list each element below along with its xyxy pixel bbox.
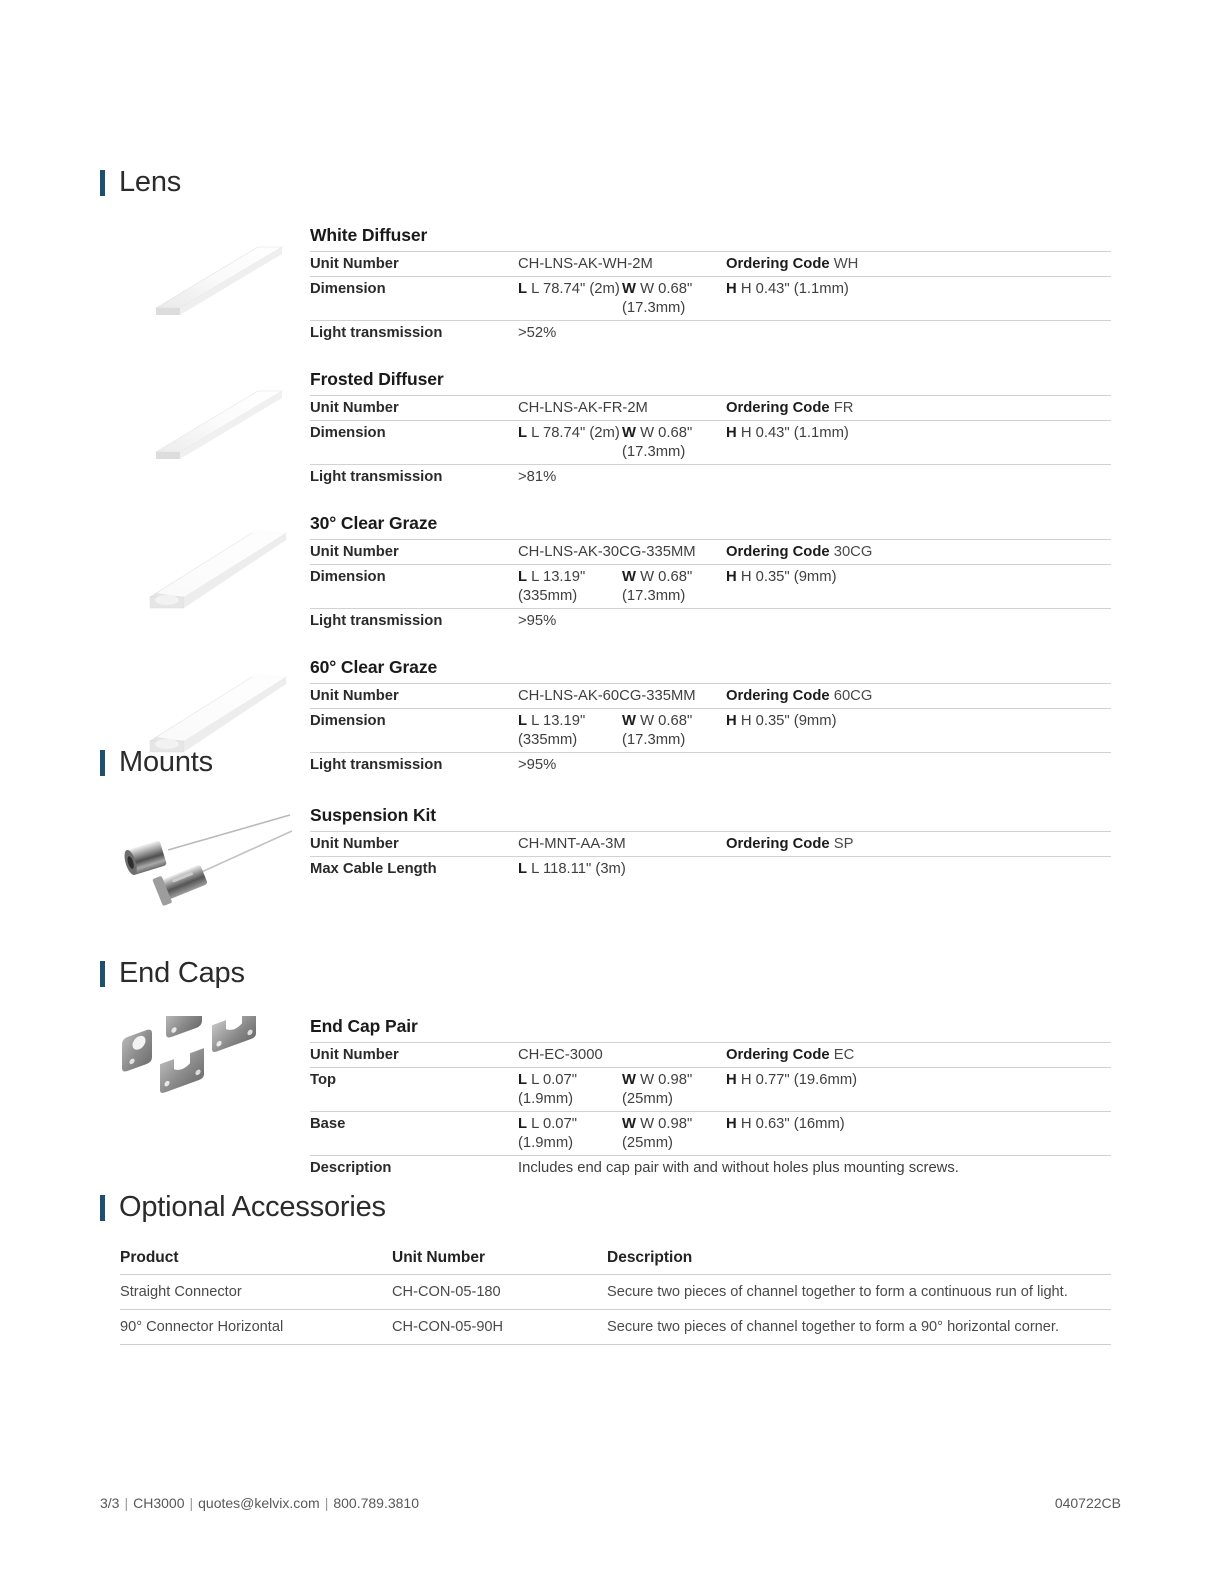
unit-number-value: CH-MNT-AA-3M — [518, 836, 626, 852]
product-name: Frosted Diffuser — [310, 368, 444, 389]
base-length: L L 0.07" (1.9mm) — [518, 1116, 578, 1151]
dimension-length: L L 13.19" (335mm) — [518, 569, 586, 604]
top-height-value: H 0.77" (19.6mm) — [740, 1072, 858, 1089]
top-height: H H 0.77" (19.6mm) — [726, 1072, 858, 1089]
dimension-length: L L 78.74" (2m) — [518, 425, 620, 442]
table-header-row — [120, 1249, 1111, 1275]
unit-number-value: CH-LNS-AK-30CG-335MM — [518, 543, 696, 560]
row-label: Light transmission — [310, 613, 443, 630]
accent-bar-icon — [100, 750, 105, 776]
ordering-code-cell — [726, 832, 1111, 857]
footer-model: CH3000 — [133, 1495, 185, 1511]
top-width-value: W 0.98" (25mm) — [622, 1072, 693, 1107]
width-value: W 0.68" (17.3mm) — [622, 281, 693, 316]
footer-separator: | — [189, 1495, 194, 1511]
dimension-width: W W 0.68" (17.3mm) — [622, 713, 693, 748]
ordering-code-value: FR — [833, 399, 854, 416]
width-value: W 0.68" (17.3mm) — [622, 713, 693, 748]
table-row — [310, 1156, 1111, 1181]
ordering-code-value: 30CG — [833, 543, 873, 560]
footer-email[interactable]: quotes@kelvix.com — [198, 1495, 320, 1511]
ordering-code-cell — [726, 252, 1111, 277]
description-value: Includes end cap pair with and without holes plus mounting screws. — [518, 1160, 959, 1177]
light-transmission-value: >52% — [518, 325, 557, 342]
row-label: Unit Number — [310, 256, 399, 272]
row-label: Dimension — [310, 425, 386, 442]
footer-page-number: 3/3 — [100, 1495, 120, 1511]
width-value: W 0.68" (17.3mm) — [622, 569, 693, 604]
top-width: W W 0.98" (25mm) — [622, 1072, 693, 1107]
section-mounts — [0, 748, 1221, 913]
dimension-length: L L 13.19" (335mm) — [518, 713, 586, 748]
table-row — [310, 277, 1111, 321]
table-row — [310, 321, 1111, 346]
ordering-code-cell — [726, 1043, 1111, 1068]
table-row — [310, 609, 1111, 634]
column-header-product: Product — [120, 1249, 392, 1275]
section-heading-end-caps — [100, 959, 1221, 988]
height-value: H 0.35" (9mm) — [740, 713, 837, 730]
table-row — [120, 1310, 1111, 1345]
section-end-caps — [0, 959, 1221, 1181]
ordering-code-label: Ordering Code — [726, 1047, 830, 1063]
accent-bar-icon — [100, 1195, 105, 1221]
product-name: White Diffuser — [310, 225, 428, 245]
clear-graze-lens-icon — [100, 513, 305, 621]
table-row — [310, 1043, 1111, 1068]
dimension-width: W W 0.68" (17.3mm) — [622, 425, 693, 460]
width-value: W 0.68" (17.3mm) — [622, 425, 693, 460]
base-height: H H 0.63" (16mm) — [726, 1116, 845, 1133]
ordering-code-cell — [726, 683, 1111, 708]
table-row — [310, 832, 1111, 857]
length-value: L 78.74" (2m) — [531, 281, 620, 298]
ordering-code-label: Ordering Code — [726, 399, 830, 416]
table-row — [310, 1068, 1111, 1112]
base-length-value: L 0.07" (1.9mm) — [518, 1116, 578, 1151]
dimension-height: H H 0.35" (9mm) — [726, 569, 837, 586]
top-length-value: L 0.07" (1.9mm) — [518, 1072, 578, 1107]
spec-suspension-kit — [310, 805, 1221, 882]
section-title-mounts: Mounts — [119, 746, 213, 778]
length-value: L 13.19" (335mm) — [518, 713, 586, 748]
row-label: Unit Number — [310, 399, 399, 416]
footer-separator: | — [324, 1495, 329, 1511]
table-row — [310, 683, 1111, 708]
spec-white-diffuser — [310, 225, 1221, 346]
row-label: Unit Number — [310, 1047, 399, 1063]
ordering-code-cell — [726, 539, 1111, 564]
height-value: H 0.35" (9mm) — [740, 569, 837, 586]
row-label: Light transmission — [310, 325, 443, 342]
product-name: Suspension Kit — [310, 805, 436, 825]
row-label: Max Cable Length — [310, 861, 437, 878]
dimension-width: W W 0.68" (17.3mm) — [622, 281, 693, 316]
footer-left — [100, 1495, 419, 1511]
table-row — [120, 1275, 1111, 1310]
end-cap-plates-icon — [100, 1016, 305, 1124]
top-length: L L 0.07" (1.9mm) — [518, 1072, 578, 1107]
accessory-unit-number: CH-CON-05-180 — [392, 1275, 607, 1310]
footer-phone: 800.789.3810 — [333, 1495, 419, 1511]
dimension-length: L L 78.74" (2m) — [518, 281, 620, 298]
row-label: Description — [310, 1160, 392, 1177]
footer-separator: | — [124, 1495, 129, 1511]
base-width: W W 0.98" (25mm) — [622, 1116, 693, 1151]
table-row — [310, 709, 1111, 753]
spec-end-cap-pair — [310, 1016, 1221, 1181]
row-label: Unit Number — [310, 543, 399, 560]
product-30-clear-graze — [100, 513, 1221, 634]
flat-diffuser-strip-icon — [100, 225, 305, 333]
accessory-product: 90° Connector Horizontal — [120, 1310, 392, 1345]
row-label: Base — [310, 1116, 346, 1133]
accessory-unit-number: CH-CON-05-90H — [392, 1310, 607, 1345]
ordering-code-label: Ordering Code — [726, 543, 830, 560]
unit-number-value: CH-LNS-AK-WH-2M — [518, 256, 653, 272]
column-header-description: Description — [607, 1249, 1111, 1275]
product-name: 30° Clear Graze — [310, 512, 438, 533]
length-value: L 78.74" (2m) — [531, 425, 620, 442]
section-lens — [0, 168, 1221, 778]
section-heading-lens — [100, 168, 1221, 197]
height-value: H 0.43" (1.1mm) — [740, 425, 849, 442]
ordering-code-label: Ordering Code — [726, 256, 830, 272]
ordering-code-label: Ordering Code — [726, 836, 830, 852]
table-row — [310, 565, 1111, 609]
table-row — [310, 252, 1111, 277]
table-row — [310, 857, 1111, 882]
column-header-unit-number: Unit Number — [392, 1249, 607, 1275]
row-label: Dimension — [310, 281, 386, 298]
accessories-table — [120, 1249, 1111, 1345]
table-row — [310, 421, 1111, 465]
dimension-height: H H 0.43" (1.1mm) — [726, 281, 849, 298]
light-transmission-value: >81% — [518, 469, 557, 486]
section-title-end-caps: End Caps — [119, 957, 245, 989]
ordering-code-label: Ordering Code — [726, 687, 830, 704]
product-white-diffuser — [100, 225, 1221, 346]
product-end-cap-pair — [100, 1016, 1221, 1181]
row-label: Top — [310, 1072, 337, 1089]
row-label: Dimension — [310, 713, 386, 730]
spec-frosted-diffuser — [310, 369, 1221, 490]
ordering-code-value: SP — [833, 836, 854, 852]
page-footer — [100, 1495, 1121, 1511]
dimension-height: H H 0.43" (1.1mm) — [726, 425, 849, 442]
spec-30-clear-graze — [310, 513, 1221, 634]
ordering-code-value: 60CG — [833, 687, 873, 704]
unit-number-value: CH-LNS-AK-FR-2M — [518, 399, 648, 416]
suspension-cable-gripper-icon — [100, 805, 305, 913]
ordering-code-cell — [726, 395, 1111, 420]
length-value: L 13.19" (335mm) — [518, 569, 586, 604]
row-label: Unit Number — [310, 687, 399, 704]
max-cable-length-value: L L 118.11" (3m) — [518, 861, 626, 878]
ordering-code-value: WH — [833, 256, 859, 272]
unit-number-value: CH-EC-3000 — [518, 1047, 603, 1063]
section-heading-accessories — [100, 1193, 1221, 1222]
table-row — [310, 465, 1111, 490]
row-label: Dimension — [310, 569, 386, 586]
accent-bar-icon — [100, 170, 105, 196]
product-frosted-diffuser — [100, 369, 1221, 490]
flat-diffuser-strip-icon — [100, 369, 305, 477]
product-suspension-kit — [100, 805, 1221, 913]
section-title-lens: Lens — [119, 166, 182, 198]
accessory-product: Straight Connector — [120, 1275, 392, 1310]
base-width-value: W 0.98" (25mm) — [622, 1116, 693, 1151]
accessory-description: Secure two pieces of channel together to form a continuous run of light. — [607, 1275, 1111, 1310]
light-transmission-value: >95% — [518, 613, 557, 630]
cable-length-value: L 118.11" (3m) — [531, 861, 626, 878]
section-heading-mounts — [100, 748, 1221, 777]
accent-bar-icon — [100, 961, 105, 987]
section-title-accessories: Optional Accessories — [119, 1191, 386, 1223]
product-name: End Cap Pair — [310, 1016, 418, 1036]
light-transmission-value: >95% — [518, 757, 557, 774]
row-label: Light transmission — [310, 757, 443, 774]
row-label: Unit Number — [310, 836, 399, 852]
table-row — [310, 539, 1111, 564]
dimension-height: H H 0.35" (9mm) — [726, 713, 837, 730]
ordering-code-value: EC — [833, 1047, 855, 1063]
height-value: H 0.43" (1.1mm) — [740, 281, 849, 298]
table-row — [310, 1112, 1111, 1156]
dimension-width: W W 0.68" (17.3mm) — [622, 569, 693, 604]
base-height-value: H 0.63" (16mm) — [740, 1116, 845, 1133]
footer-doc-code: 040722CB — [1054, 1495, 1121, 1511]
section-optional-accessories — [0, 1193, 1221, 1345]
table-row — [310, 395, 1111, 420]
accessory-description: Secure two pieces of channel together to form a 90° horizontal corner. — [607, 1310, 1111, 1345]
unit-number-value: CH-LNS-AK-60CG-335MM — [518, 687, 696, 704]
row-label: Light transmission — [310, 469, 443, 486]
product-name: 60° Clear Graze — [310, 656, 438, 677]
